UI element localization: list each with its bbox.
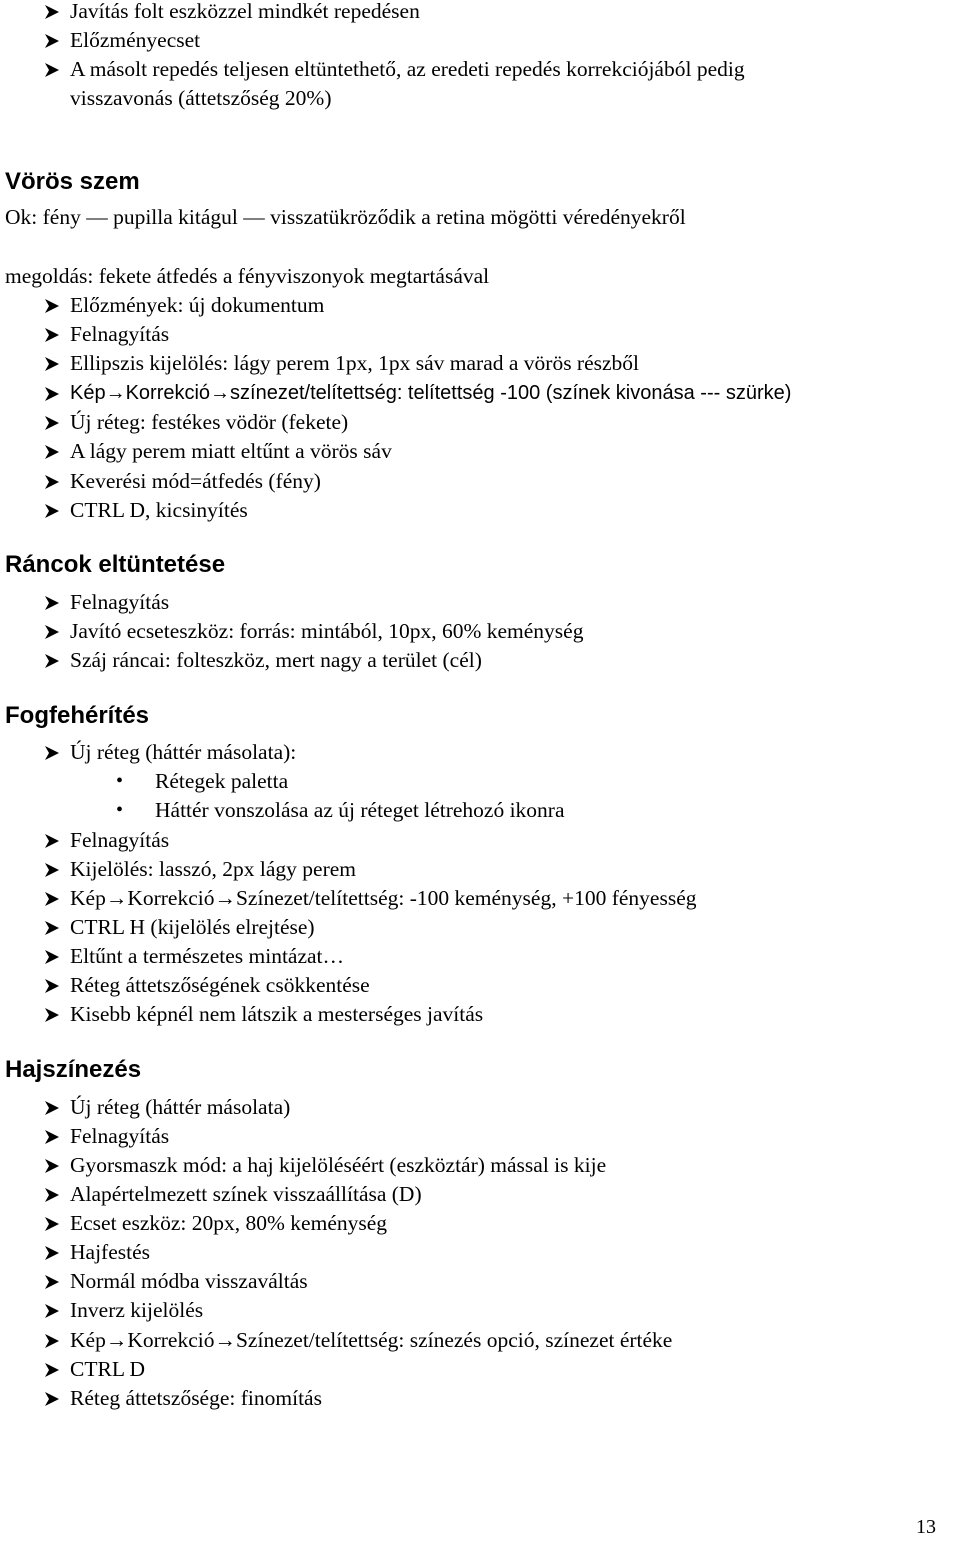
arrow-bullet-icon — [44, 1093, 64, 1122]
arrow-bullet-icon — [44, 1267, 64, 1296]
list-item-text: Ecset eszköz: 20px, 80% keménység — [70, 1211, 388, 1235]
arrow-bullet-icon — [44, 971, 64, 1000]
list-item-text: Új réteg (háttér másolata) — [70, 1095, 291, 1119]
arrow-bullet-icon — [44, 1326, 64, 1355]
list-item-text: Előzmények: új dokumentum — [70, 293, 325, 317]
list-item-text: Felnagyítás — [70, 590, 170, 614]
arrow-bullet-icon — [44, 1384, 64, 1413]
arrow-bullet-icon — [44, 1238, 64, 1267]
sub-list-item-text: Háttér vonszolása az új réteget létrehozó ikonra — [155, 798, 565, 822]
list-item-text: Új réteg: festékes vödör (fekete) — [70, 410, 349, 434]
list-item-text: A másolt repedés teljesen eltüntethető, az eredeti repedés korrekciójából pedig — [70, 57, 745, 81]
arrow-bullet-icon — [44, 617, 64, 646]
list-item-text: Felnagyítás — [70, 828, 170, 852]
arrow-bullet-icon — [44, 1296, 64, 1325]
list-item-text: Előzményecset — [70, 28, 201, 52]
arrow-bullet-icon — [44, 826, 64, 855]
list-item-text: CTRL D — [70, 1357, 146, 1381]
arrow-bullet-icon — [44, 349, 64, 378]
section-heading-fogfeherites: Fogfehérítés — [5, 702, 150, 729]
arrow-bullet-icon — [44, 26, 64, 55]
arrow-bullet-icon — [44, 646, 64, 675]
arrow-bullet-icon — [44, 0, 64, 26]
list-item-text: Gyorsmaszk mód: a haj kijelöléséért (eszköztár) mással is kije — [70, 1153, 607, 1177]
list-item-text: A lágy perem miatt eltűnt a vörös sáv — [70, 439, 392, 463]
arrow-bullet-icon — [44, 291, 64, 320]
list-item-text: Kijelölés: lasszó, 2px lágy perem — [70, 857, 356, 881]
list-item-text: Új réteg (háttér másolata): — [70, 740, 297, 764]
arrow-bullet-icon — [44, 467, 64, 496]
list-item-text: Réteg áttetszősége: finomítás — [70, 1386, 322, 1410]
arrow-bullet-icon — [44, 55, 64, 84]
arrow-bullet-icon — [44, 1151, 64, 1180]
list-item-text: Javítás folt eszközzel mindkét repedésen — [70, 0, 420, 23]
list-item-text: Réteg áttetszőségének csökkentése — [70, 973, 370, 997]
list-item-text: Javító ecseteszköz: forrás: mintából, 10px, 60% keménység — [70, 619, 584, 643]
arrow-bullet-icon — [44, 496, 64, 525]
dot-bullet-icon: • — [116, 770, 124, 792]
arrow-bullet-icon — [44, 408, 64, 437]
arrow-bullet-icon — [44, 1209, 64, 1238]
section-heading-rancok: Ráncok eltüntetése — [5, 551, 226, 578]
list-item-continuation: visszavonás (áttetszőség 20%) — [70, 86, 332, 110]
list-item-text: Kisebb képnél nem látszik a mesterséges javítás — [70, 1002, 484, 1026]
arrow-bullet-icon — [44, 1122, 64, 1151]
section-heading-hajszinezes: Hajszínezés — [5, 1056, 142, 1083]
solution-text: megoldás: fekete átfedés a fényviszonyok megtartásával — [5, 264, 490, 288]
list-item-text: Keverési mód=átfedés (fény) — [70, 469, 321, 493]
list-item-text: Eltűnt a természetes mintázat… — [70, 944, 345, 968]
cause-text: Ok: fény — pupilla kitágul — visszatükröződik a retina mögötti véredényekről — [5, 205, 686, 229]
arrow-bullet-icon — [44, 379, 64, 408]
list-item-text: Normál módba visszaváltás — [70, 1269, 308, 1293]
list-item-text: Felnagyítás — [70, 322, 170, 346]
arrow-bullet-icon — [44, 942, 64, 971]
list-item-text: Kép→Korrekció→Színezet/telítettség: színezés opció, színezet értéke — [70, 1328, 673, 1352]
section-heading-voros-szem: Vörös szem — [5, 168, 140, 195]
list-item-text: Alapértelmezett színek visszaállítása (D) — [70, 1182, 422, 1206]
list-item-text: Száj ráncai: folteszköz, mert nagy a terület (cél) — [70, 648, 482, 672]
dot-bullet-icon: • — [116, 799, 124, 821]
arrow-bullet-icon — [44, 1180, 64, 1209]
list-item-text: CTRL D, kicsinyítés — [70, 498, 248, 522]
arrow-bullet-icon — [44, 437, 64, 466]
arrow-bullet-icon — [44, 855, 64, 884]
arrow-bullet-icon — [44, 1000, 64, 1029]
list-item-text: CTRL H (kijelölés elrejtése) — [70, 915, 315, 939]
arrow-bullet-icon — [44, 913, 64, 942]
arrow-bullet-icon — [44, 1355, 64, 1384]
list-item-text: Ellipszis kijelölés: lágy perem 1px, 1px sáv marad a vörös részből — [70, 351, 640, 375]
page-number: 13 — [916, 1516, 936, 1538]
list-item-text: Felnagyítás — [70, 1124, 170, 1148]
list-item-text: Kép→Korrekció→színezet/telítettség: telítettség -100 (színek kivonása --- szürke) — [70, 382, 792, 404]
list-item-text: Hajfestés — [70, 1240, 150, 1264]
arrow-bullet-icon — [44, 588, 64, 617]
list-item-text: Inverz kijelölés — [70, 1298, 204, 1322]
arrow-bullet-icon — [44, 320, 64, 349]
list-item-text: Kép→Korrekció→Színezet/telítettség: -100 keménység, +100 fényesség — [70, 886, 697, 910]
sub-list-item-text: Rétegek paletta — [155, 769, 289, 793]
arrow-bullet-icon — [44, 884, 64, 913]
arrow-bullet-icon — [44, 738, 64, 767]
